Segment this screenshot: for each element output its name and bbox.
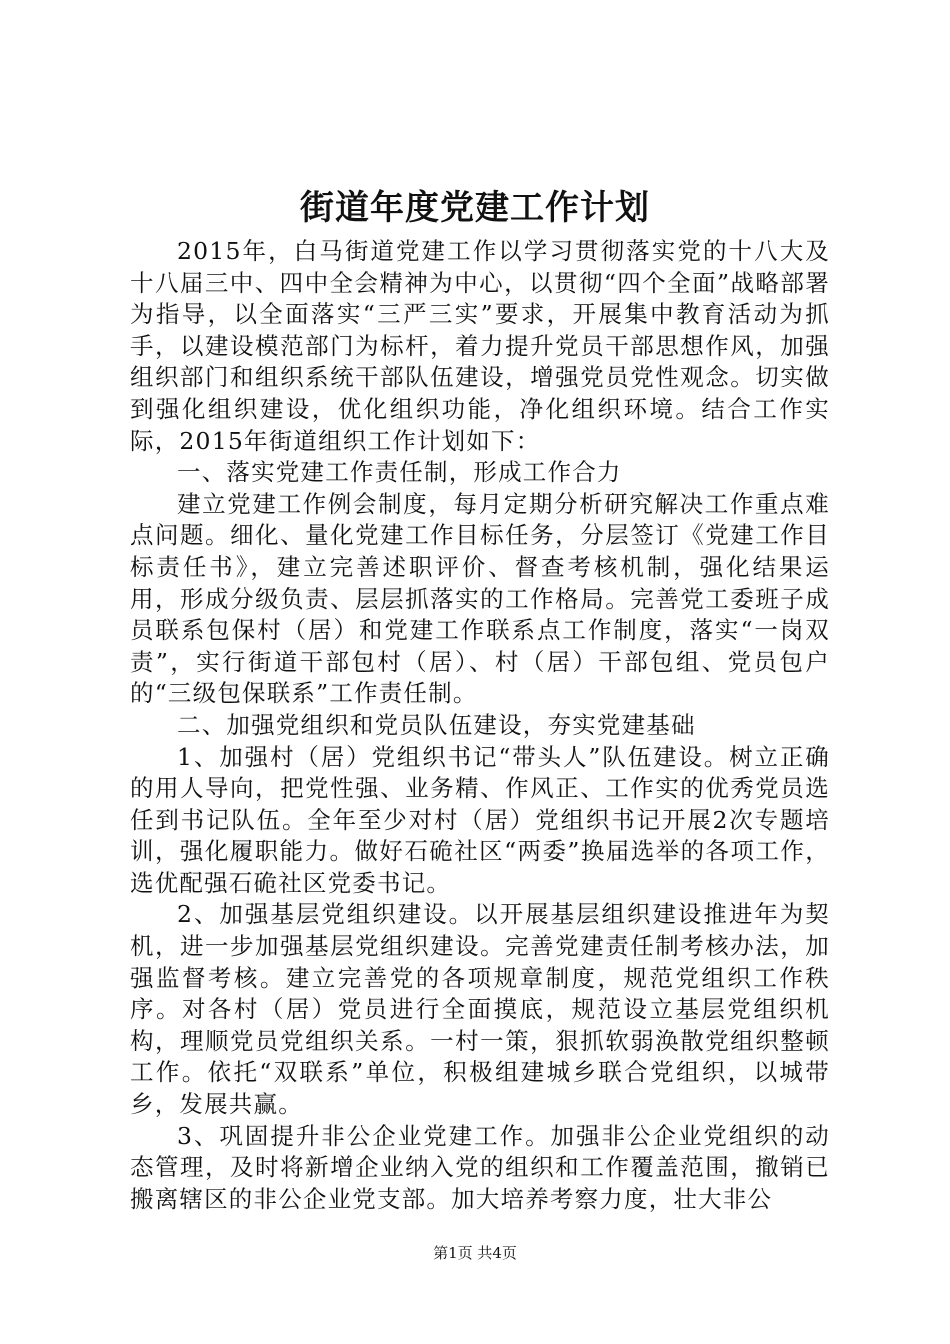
- section-2-item-2: 2、加强基层党组织建设。以开展基层组织建设推进年为契机，进一步加强基层党组织建设。完善党建责任制考核办法，加强监督考核。建立完善党的各项规章制度，规范党组织工作秩序。对各村（居）党员进行全面摸底，规范设立基层党组织机构，理顺党员党组织关系。一村一策，狠抓软弱涣散党组织整顿工作。依托“双联系”单位，积极组建城乡联合党组织，以城带乡，发展共赢。: [130, 900, 830, 1119]
- intro-paragraph: 2015年，白马街道党建工作以学习贯彻落实党的十八大及十八届三中、四中全会精神为中心，以贯彻“四个全面”战略部署为指导，以全面落实“三严三实”要求，开展集中教育活动为抓手，以建设模范部门为标杆，着力提升党员干部思想作风，加强组织部门和组织系统干部队伍建设，增强党员党性观念。切实做到强化组织建设，优化组织功能，净化组织环境。结合工作实际，2015年街道组织工作计划如下：: [130, 237, 830, 455]
- page-number-footer: 第1页 共4页: [433, 1244, 517, 1262]
- document-title: 街道年度党建工作计划: [300, 188, 650, 228]
- section-2-item-3: 3、巩固提升非公企业党建工作。加强非公企业党组织的动态管理，及时将新增企业纳入党的组织和工作覆盖范围，撤销已搬离辖区的非公企业党支部。加大培养考察力度，壮大非公: [130, 1121, 830, 1213]
- section-1-heading: 一、落实党建工作责任制，形成工作合力: [177, 458, 622, 487]
- section-2-heading: 二、加强党组织和党员队伍建设，夯实党建基础: [177, 710, 696, 739]
- section-2-item-1: 1、加强村（居）党组织书记“带头人”队伍建设。树立正确的用人导向，把党性强、业务精、作风正、工作实的优秀党员选任到书记队伍。全年至少对村（居）党组织书记开展2次专题培训，强化履职能力。做好石硊社区“两委”换届选举的各项工作，选优配强石硊社区党委书记。: [130, 742, 830, 897]
- section-1-paragraph: 建立党建工作例会制度，每月定期分析研究解决工作重点难点问题。细化、量化党建工作目标任务，分层签订《党建工作目标责任书》，建立完善述职评价、督查考核机制，强化结果运用，形成分级负责、层层抓落实的工作格局。完善党工委班子成员联系包保村（居）和党建工作联系点工作制度，落实“一岗双责”，实行街道干部包村（居）、村（居）干部包组、党员包户的“三级包保联系”工作责任制。: [130, 489, 830, 708]
- document-body: [130, 236, 830, 1215]
